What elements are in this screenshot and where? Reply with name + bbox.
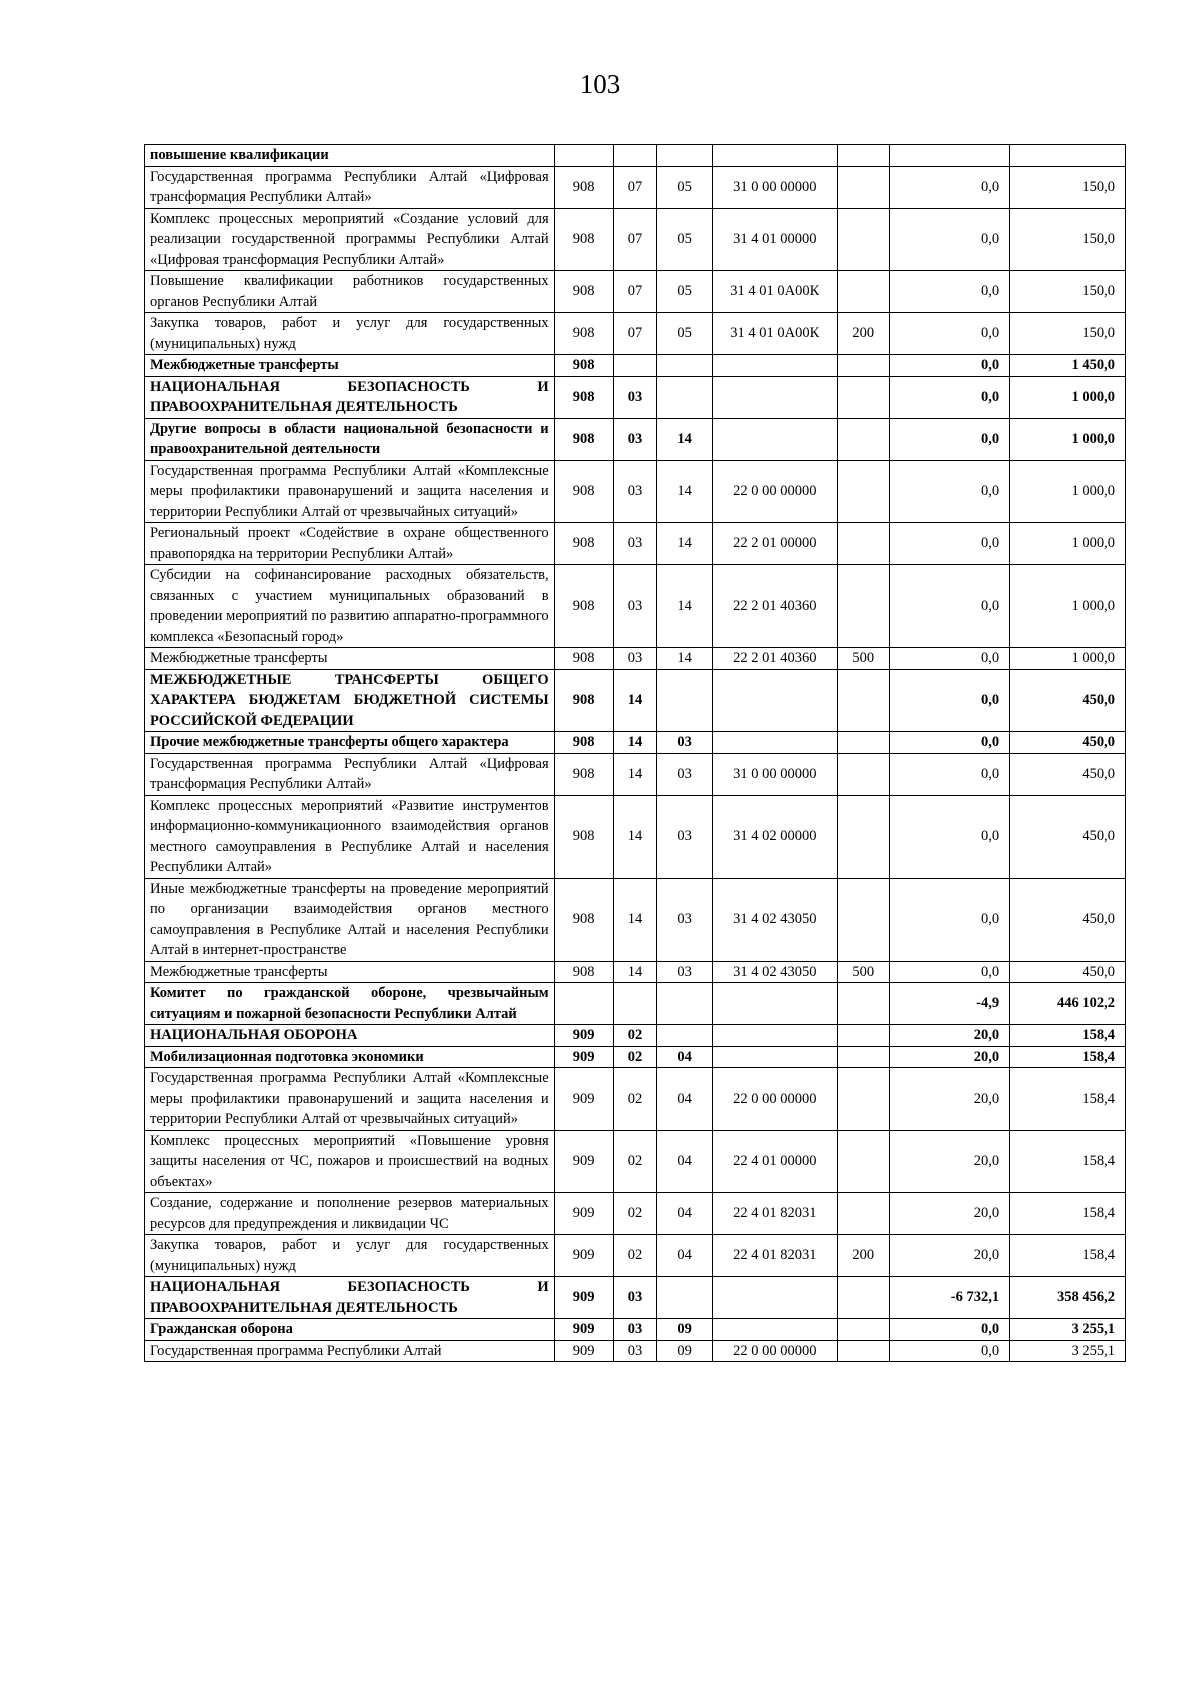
item-name: Комплекс процессных мероприятий «Создание условий для реализации государственной программы Республики Алтай «Цифровая трансформация Республики Алтай» xyxy=(145,208,555,271)
amount-total: 1 000,0 xyxy=(1010,523,1126,565)
item-name: Межбюджетные трансферты xyxy=(145,355,555,377)
target-article-code: 31 4 02 43050 xyxy=(713,961,838,983)
expense-type-code xyxy=(837,1046,889,1068)
amount-change: 20,0 xyxy=(889,1193,1009,1235)
item-name: Государственная программа Республики Алтай «Цифровая трансформация Республики Алтай» xyxy=(145,753,555,795)
table-row xyxy=(145,1193,1126,1235)
expense-type-code xyxy=(837,669,889,732)
amount-change: 0,0 xyxy=(889,523,1009,565)
expense-type-code: 500 xyxy=(837,648,889,670)
section-code: 03 xyxy=(613,1340,657,1362)
grbs-code: 908 xyxy=(554,523,613,565)
subsection-code: 04 xyxy=(657,1068,713,1131)
target-article-code: 31 4 01 0А00К xyxy=(713,313,838,355)
item-name: Другие вопросы в области национальной безопасности и правоохранительной деятельности xyxy=(145,418,555,460)
subsection-code: 05 xyxy=(657,208,713,271)
table-row xyxy=(145,1025,1126,1047)
section-code: 14 xyxy=(613,961,657,983)
section-code: 14 xyxy=(613,878,657,961)
grbs-code: 909 xyxy=(554,1068,613,1131)
item-name: НАЦИОНАЛЬНАЯ БЕЗОПАСНОСТЬ И ПРАВООХРАНИТЕЛЬНАЯ ДЕЯТЕЛЬНОСТЬ xyxy=(145,376,555,418)
amount-total: 1 000,0 xyxy=(1010,460,1126,523)
grbs-code: 908 xyxy=(554,460,613,523)
section-code: 03 xyxy=(613,1319,657,1341)
expense-type-code xyxy=(837,376,889,418)
amount-change: 0,0 xyxy=(889,313,1009,355)
expense-type-code xyxy=(837,1068,889,1131)
subsection-code: 14 xyxy=(657,460,713,523)
table-row xyxy=(145,1046,1126,1068)
table-row xyxy=(145,355,1126,377)
expense-type-code xyxy=(837,753,889,795)
section-code: 03 xyxy=(613,565,657,648)
target-article-code xyxy=(713,145,838,167)
amount-change: 0,0 xyxy=(889,208,1009,271)
amount-total: 158,4 xyxy=(1010,1068,1126,1131)
grbs-code: 909 xyxy=(554,1319,613,1341)
amount-change: -4,9 xyxy=(889,983,1009,1025)
amount-total: 1 450,0 xyxy=(1010,355,1126,377)
table-row xyxy=(145,1319,1126,1341)
amount-change: 0,0 xyxy=(889,355,1009,377)
amount-total: 150,0 xyxy=(1010,313,1126,355)
target-article-code: 31 0 00 00000 xyxy=(713,166,838,208)
table-body xyxy=(145,145,1126,1362)
grbs-code: 908 xyxy=(554,208,613,271)
amount-total: 450,0 xyxy=(1010,961,1126,983)
section-code: 07 xyxy=(613,313,657,355)
amount-total: 150,0 xyxy=(1010,166,1126,208)
item-name: МЕЖБЮДЖЕТНЫЕ ТРАНСФЕРТЫ ОБЩЕГО ХАРАКТЕРА БЮДЖЕТАМ БЮДЖЕТНОЙ СИСТЕМЫ РОССИЙСКОЙ ФЕДЕРАЦИИ xyxy=(145,669,555,732)
amount-total: 3 255,1 xyxy=(1010,1319,1126,1341)
item-name: Мобилизационная подготовка экономики xyxy=(145,1046,555,1068)
section-code: 03 xyxy=(613,460,657,523)
target-article-code xyxy=(713,376,838,418)
item-name: Комплекс процессных мероприятий «Развитие инструментов информационно-коммуникационного взаимодействия органов местного самоуправления в Республике Алтай и населения Республики Алтай» xyxy=(145,795,555,878)
amount-total: 450,0 xyxy=(1010,878,1126,961)
item-name: НАЦИОНАЛЬНАЯ БЕЗОПАСНОСТЬ И ПРАВООХРАНИТЕЛЬНАЯ ДЕЯТЕЛЬНОСТЬ xyxy=(145,1277,555,1319)
amount-total: 446 102,2 xyxy=(1010,983,1126,1025)
section-code: 14 xyxy=(613,669,657,732)
section-code: 07 xyxy=(613,166,657,208)
target-article-code: 22 0 00 00000 xyxy=(713,1340,838,1362)
subsection-code: 03 xyxy=(657,795,713,878)
subsection-code xyxy=(657,355,713,377)
subsection-code xyxy=(657,376,713,418)
expense-type-code xyxy=(837,355,889,377)
target-article-code: 22 4 01 82031 xyxy=(713,1235,838,1277)
amount-change: 0,0 xyxy=(889,1340,1009,1362)
grbs-code: 908 xyxy=(554,669,613,732)
page-number: 103 xyxy=(579,69,621,99)
table-row xyxy=(145,271,1126,313)
amount-total: 1 000,0 xyxy=(1010,376,1126,418)
grbs-code: 908 xyxy=(554,795,613,878)
target-article-code xyxy=(713,418,838,460)
item-name: повышение квалификации xyxy=(145,145,555,167)
expense-type-code xyxy=(837,271,889,313)
section-code: 02 xyxy=(613,1025,657,1047)
table-row xyxy=(145,460,1126,523)
target-article-code xyxy=(713,355,838,377)
amount-total: 358 456,2 xyxy=(1010,1277,1126,1319)
amount-change: 0,0 xyxy=(889,376,1009,418)
expense-type-code: 200 xyxy=(837,313,889,355)
target-article-code xyxy=(713,669,838,732)
amount-change: -6 732,1 xyxy=(889,1277,1009,1319)
item-name: Государственная программа Республики Алтай «Цифровая трансформация Республики Алтай» xyxy=(145,166,555,208)
expense-type-code xyxy=(837,523,889,565)
subsection-code: 04 xyxy=(657,1235,713,1277)
item-name: Создание, содержание и пополнение резервов материальных ресурсов для предупреждения и ликвидации ЧС xyxy=(145,1193,555,1235)
section-code: 03 xyxy=(613,376,657,418)
grbs-code: 909 xyxy=(554,1235,613,1277)
table-row xyxy=(145,145,1126,167)
target-article-code: 22 2 01 00000 xyxy=(713,523,838,565)
section-code xyxy=(613,983,657,1025)
section-code: 02 xyxy=(613,1235,657,1277)
section-code: 03 xyxy=(613,523,657,565)
expense-type-code xyxy=(837,983,889,1025)
grbs-code: 908 xyxy=(554,376,613,418)
table-row xyxy=(145,1340,1126,1362)
amount-total: 1 000,0 xyxy=(1010,418,1126,460)
item-name: Гражданская оборона xyxy=(145,1319,555,1341)
expense-type-code xyxy=(837,145,889,167)
grbs-code: 908 xyxy=(554,565,613,648)
amount-change: 0,0 xyxy=(889,418,1009,460)
grbs-code: 908 xyxy=(554,313,613,355)
item-name: Иные межбюджетные трансферты на проведение мероприятий по организации взаимодействия органов местного самоуправления в Республике Алтай и населения Республики Алтай в интернет-пространстве xyxy=(145,878,555,961)
section-code xyxy=(613,145,657,167)
item-name: Государственная программа Республики Алтай «Комплексные меры профилактики правонарушений и защита населения и территории Республики Алтай от чрезвычайных ситуаций» xyxy=(145,1068,555,1131)
section-code: 07 xyxy=(613,208,657,271)
amount-change: 0,0 xyxy=(889,565,1009,648)
section-code: 02 xyxy=(613,1068,657,1131)
subsection-code: 04 xyxy=(657,1046,713,1068)
amount-total xyxy=(1010,145,1126,167)
item-name: Региональный проект «Содействие в охране общественного правопорядка на территории Республики Алтай» xyxy=(145,523,555,565)
section-code: 14 xyxy=(613,732,657,754)
table-row xyxy=(145,795,1126,878)
amount-change xyxy=(889,145,1009,167)
table-row xyxy=(145,523,1126,565)
amount-total: 3 255,1 xyxy=(1010,1340,1126,1362)
grbs-code: 908 xyxy=(554,648,613,670)
subsection-code: 04 xyxy=(657,1130,713,1193)
table-row xyxy=(145,313,1126,355)
target-article-code: 31 4 01 0А00К xyxy=(713,271,838,313)
section-code: 03 xyxy=(613,418,657,460)
amount-change: 20,0 xyxy=(889,1235,1009,1277)
amount-change: 0,0 xyxy=(889,732,1009,754)
expense-type-code xyxy=(837,878,889,961)
item-name: Субсидии на софинансирование расходных обязательств, связанных с участием муниципальных образований в проведении мероприятий по развитию аппаратно-программного комплекса «Безопасный город» xyxy=(145,565,555,648)
expense-type-code xyxy=(837,1193,889,1235)
expense-type-code xyxy=(837,418,889,460)
amount-change: 0,0 xyxy=(889,878,1009,961)
amount-change: 20,0 xyxy=(889,1046,1009,1068)
grbs-code: 908 xyxy=(554,166,613,208)
grbs-code xyxy=(554,145,613,167)
target-article-code xyxy=(713,983,838,1025)
target-article-code: 31 0 00 00000 xyxy=(713,753,838,795)
item-name: Государственная программа Республики Алтай xyxy=(145,1340,555,1362)
amount-total: 158,4 xyxy=(1010,1046,1126,1068)
amount-total: 450,0 xyxy=(1010,669,1126,732)
amount-change: 0,0 xyxy=(889,460,1009,523)
subsection-code xyxy=(657,1277,713,1319)
table-row xyxy=(145,648,1126,670)
amount-change: 0,0 xyxy=(889,166,1009,208)
section-code: 02 xyxy=(613,1046,657,1068)
target-article-code: 22 0 00 00000 xyxy=(713,460,838,523)
table-row xyxy=(145,1235,1126,1277)
amount-change: 0,0 xyxy=(889,669,1009,732)
grbs-code: 909 xyxy=(554,1046,613,1068)
subsection-code: 03 xyxy=(657,961,713,983)
expense-type-code xyxy=(837,1130,889,1193)
subsection-code xyxy=(657,145,713,167)
table-row xyxy=(145,418,1126,460)
amount-change: 20,0 xyxy=(889,1025,1009,1047)
target-article-code: 31 4 01 00000 xyxy=(713,208,838,271)
amount-total: 158,4 xyxy=(1010,1130,1126,1193)
expense-type-code xyxy=(837,166,889,208)
amount-total: 158,4 xyxy=(1010,1235,1126,1277)
expense-type-code xyxy=(837,1025,889,1047)
section-code: 03 xyxy=(613,648,657,670)
item-name: Закупка товаров, работ и услуг для государственных (муниципальных) нужд xyxy=(145,1235,555,1277)
target-article-code: 22 4 01 00000 xyxy=(713,1130,838,1193)
grbs-code: 908 xyxy=(554,878,613,961)
amount-total: 158,4 xyxy=(1010,1025,1126,1047)
subsection-code xyxy=(657,669,713,732)
table-row xyxy=(145,732,1126,754)
amount-change: 0,0 xyxy=(889,271,1009,313)
subsection-code xyxy=(657,1025,713,1047)
section-code: 14 xyxy=(613,795,657,878)
section-code: 07 xyxy=(613,271,657,313)
amount-change: 0,0 xyxy=(889,961,1009,983)
section-code: 03 xyxy=(613,1277,657,1319)
item-name: Межбюджетные трансферты xyxy=(145,648,555,670)
subsection-code: 14 xyxy=(657,565,713,648)
amount-total: 150,0 xyxy=(1010,271,1126,313)
amount-total: 450,0 xyxy=(1010,732,1126,754)
table-row xyxy=(145,983,1126,1025)
amount-total: 1 000,0 xyxy=(1010,648,1126,670)
table-row xyxy=(145,669,1126,732)
grbs-code: 909 xyxy=(554,1130,613,1193)
amount-change: 20,0 xyxy=(889,1068,1009,1131)
item-name: Повышение квалификации работников государственных органов Республики Алтай xyxy=(145,271,555,313)
table-row xyxy=(145,1068,1126,1131)
target-article-code: 31 4 02 43050 xyxy=(713,878,838,961)
grbs-code: 909 xyxy=(554,1340,613,1362)
grbs-code: 908 xyxy=(554,732,613,754)
target-article-code xyxy=(713,1025,838,1047)
section-code xyxy=(613,355,657,377)
amount-total: 158,4 xyxy=(1010,1193,1126,1235)
item-name: Комитет по гражданской обороне, чрезвычайным ситуациям и пожарной безопасности Республики Алтай xyxy=(145,983,555,1025)
subsection-code xyxy=(657,983,713,1025)
table-row xyxy=(145,565,1126,648)
budget-table xyxy=(144,144,1126,1362)
target-article-code xyxy=(713,1277,838,1319)
expense-type-code xyxy=(837,795,889,878)
amount-change: 0,0 xyxy=(889,648,1009,670)
amount-total: 150,0 xyxy=(1010,208,1126,271)
expense-type-code: 200 xyxy=(837,1235,889,1277)
grbs-code: 908 xyxy=(554,418,613,460)
subsection-code: 14 xyxy=(657,523,713,565)
item-name: Межбюджетные трансферты xyxy=(145,961,555,983)
table-row xyxy=(145,208,1126,271)
grbs-code: 908 xyxy=(554,961,613,983)
subsection-code: 14 xyxy=(657,418,713,460)
item-name: Государственная программа Республики Алтай «Комплексные меры профилактики правонарушений и защита населения и территории Республики Алтай от чрезвычайных ситуаций» xyxy=(145,460,555,523)
subsection-code: 03 xyxy=(657,732,713,754)
grbs-code xyxy=(554,983,613,1025)
section-code: 02 xyxy=(613,1130,657,1193)
item-name: НАЦИОНАЛЬНАЯ ОБОРОНА xyxy=(145,1025,555,1047)
target-article-code xyxy=(713,732,838,754)
target-article-code: 22 2 01 40360 xyxy=(713,565,838,648)
item-name: Комплекс процессных мероприятий «Повышение уровня защиты населения от ЧС, пожаров и происшествий на водных объектах» xyxy=(145,1130,555,1193)
grbs-code: 908 xyxy=(554,355,613,377)
expense-type-code xyxy=(837,460,889,523)
subsection-code: 03 xyxy=(657,753,713,795)
grbs-code: 908 xyxy=(554,753,613,795)
amount-total: 450,0 xyxy=(1010,753,1126,795)
expense-type-code: 500 xyxy=(837,961,889,983)
item-name: Закупка товаров, работ и услуг для государственных (муниципальных) нужд xyxy=(145,313,555,355)
target-article-code xyxy=(713,1046,838,1068)
section-code: 14 xyxy=(613,753,657,795)
amount-change: 20,0 xyxy=(889,1130,1009,1193)
amount-total: 450,0 xyxy=(1010,795,1126,878)
subsection-code: 09 xyxy=(657,1340,713,1362)
item-name: Прочие межбюджетные трансферты общего характера xyxy=(145,732,555,754)
subsection-code: 05 xyxy=(657,313,713,355)
subsection-code: 05 xyxy=(657,271,713,313)
subsection-code: 05 xyxy=(657,166,713,208)
amount-change: 0,0 xyxy=(889,753,1009,795)
target-article-code: 22 4 01 82031 xyxy=(713,1193,838,1235)
expense-type-code xyxy=(837,732,889,754)
subsection-code: 04 xyxy=(657,1193,713,1235)
table-row xyxy=(145,961,1126,983)
subsection-code: 03 xyxy=(657,878,713,961)
amount-change: 0,0 xyxy=(889,1319,1009,1341)
table-row xyxy=(145,376,1126,418)
grbs-code: 909 xyxy=(554,1025,613,1047)
expense-type-code xyxy=(837,1340,889,1362)
target-article-code: 22 0 00 00000 xyxy=(713,1068,838,1131)
grbs-code: 908 xyxy=(554,271,613,313)
amount-total: 1 000,0 xyxy=(1010,565,1126,648)
table-row xyxy=(145,166,1126,208)
expense-type-code xyxy=(837,565,889,648)
table-row xyxy=(145,1277,1126,1319)
subsection-code: 09 xyxy=(657,1319,713,1341)
section-code: 02 xyxy=(613,1193,657,1235)
grbs-code: 909 xyxy=(554,1277,613,1319)
table-row xyxy=(145,753,1126,795)
expense-type-code xyxy=(837,1319,889,1341)
target-article-code: 31 4 02 00000 xyxy=(713,795,838,878)
amount-change: 0,0 xyxy=(889,795,1009,878)
table-row xyxy=(145,878,1126,961)
expense-type-code xyxy=(837,1277,889,1319)
table-row xyxy=(145,1130,1126,1193)
expense-type-code xyxy=(837,208,889,271)
target-article-code: 22 2 01 40360 xyxy=(713,648,838,670)
grbs-code: 909 xyxy=(554,1193,613,1235)
target-article-code xyxy=(713,1319,838,1341)
subsection-code: 14 xyxy=(657,648,713,670)
